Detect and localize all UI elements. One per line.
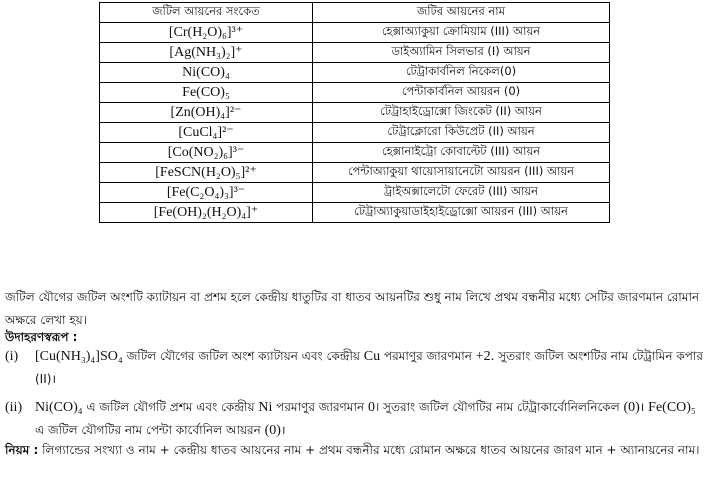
table-row bbox=[100, 143, 610, 163]
ion-name: পেন্টাঅ্যাকুয়া থায়োসায়ানেটো আয়রন (III) আয়ন bbox=[313, 163, 610, 183]
metal-symbol: Ni bbox=[258, 400, 273, 415]
example-body bbox=[35, 345, 705, 391]
ion-formula: [Zn(OH)₄]²⁻ bbox=[100, 103, 313, 123]
ion-formula: [FeSCN(H₂O)₅]²⁺ bbox=[100, 163, 313, 183]
example-item-1 bbox=[5, 345, 705, 395]
ion-formula: Fe(CO)₅ bbox=[100, 83, 313, 103]
metal-symbol: Cu bbox=[363, 349, 381, 364]
table-row bbox=[100, 123, 610, 143]
oxidation-state: +2 bbox=[475, 349, 491, 364]
example-text: . সুতরাং জটিল অংশটির নাম টেট্রামিন কপার (II)। bbox=[35, 349, 703, 386]
example-text: । bbox=[639, 400, 649, 414]
ion-name: টেট্রাহাইড্রোক্সো জিংকেট (II) আয়ন bbox=[313, 103, 610, 123]
ion-formula: [Fe(OH)₂(H₂O)₄]⁺ bbox=[100, 203, 313, 223]
example-number: (ii) bbox=[5, 400, 23, 415]
example-text: পরমাণুর জারণমান bbox=[272, 400, 368, 414]
oxidation-state: 0 bbox=[367, 400, 375, 415]
example-number: (i) bbox=[5, 349, 19, 364]
table-row bbox=[100, 63, 610, 83]
table-row bbox=[100, 203, 610, 223]
ion-name: টেট্রাকার্বনিল নিকেল(0) bbox=[313, 63, 610, 83]
table-row bbox=[100, 43, 610, 63]
table-header-row bbox=[100, 3, 610, 23]
compound-formula: Ni(CO)₄ bbox=[35, 400, 83, 415]
oxidation-state: (0) bbox=[623, 400, 640, 415]
explanation-paragraph: জটিল যৌগের জটিল অংশটি ক্যাটায়ন বা প্রশম হলে কেন্দ্রীয় ধাতুটির বা ধাতব আয়নটির শুধু নাম লিখে প্রথম বন্ধনীর মধ্যে সেটির জারণমান রোমান অক্ষরে লেখা হয়। bbox=[5, 290, 700, 327]
rule-label: নিয়ম : bbox=[5, 443, 39, 457]
table-row bbox=[100, 163, 610, 183]
example-text: পরমাণুর জারণমান bbox=[380, 349, 476, 363]
oxidation-state: (0) bbox=[264, 423, 281, 438]
ion-name: টেট্রাক্লোরো কিউপ্রেট (II) আয়ন bbox=[313, 123, 610, 143]
ion-formula: [Cr(H₂O)₆]³⁺ bbox=[100, 23, 313, 43]
example-text: । bbox=[280, 423, 286, 437]
ion-name: হেক্সাঅ্যাকুয়া ক্রোমিয়াম (III) আয়ন bbox=[313, 23, 610, 43]
ion-name: ডাইঅ্যামিন সিলভার (I) আয়ন bbox=[313, 43, 610, 63]
ion-name: টেট্রাঅ্যাকুয়াডাইহাইড্রোক্সো আয়রন (III) আয়ন bbox=[313, 203, 610, 223]
header-symbol: জটিল আয়নের সংকেত bbox=[100, 3, 313, 23]
ion-formula: [Fe(C₂O₄)₃]³⁻ bbox=[100, 183, 313, 203]
naming-rule bbox=[5, 439, 705, 462]
examples-title: উদাহরণস্বরূপ : bbox=[5, 330, 78, 344]
ion-formula: Ni(CO)₄ bbox=[100, 63, 313, 83]
compound-formula: Fe(CO)₅ bbox=[648, 400, 696, 415]
compound-formula: [Cu(NH₃)₄]SO₄ bbox=[35, 349, 123, 364]
table-row bbox=[100, 103, 610, 123]
table-row bbox=[100, 183, 610, 203]
example-text: এ জটিল যৌগটির নাম পেন্টা কার্বোনিল আয়রন bbox=[35, 423, 265, 437]
header-name: জটির আয়নের নাম bbox=[313, 3, 610, 23]
table-row bbox=[100, 23, 610, 43]
ion-formula: [CuCl₄]²⁻ bbox=[100, 123, 313, 143]
rule-text: লিগ্যান্ডের সংখ্যা ও নাম + কেন্দ্রীয় ধাতব আয়নের নাম + প্রথম বন্ধনীর মধ্যে রোমান অক্ষরে ধাতব আয়নের জারণ মান + অ্যানায়নের নাম। bbox=[38, 443, 700, 457]
table-row bbox=[100, 83, 610, 103]
ion-name: হেক্সানাইট্রো কোবাল্টেট (III) আয়ন bbox=[313, 143, 610, 163]
example-text: জটিল যৌগের জটিল অংশ ক্যাটায়ন এবং কেন্দ্রীয় bbox=[122, 349, 364, 363]
ion-name: ট্রাইঅক্সালেটো ফেরেট (III) আয়ন bbox=[313, 183, 610, 203]
ion-formula: [Co(NO₂)₆]³⁻ bbox=[100, 143, 313, 163]
example-body bbox=[35, 396, 705, 442]
example-item-2 bbox=[5, 396, 705, 444]
ion-name: পেন্টাকার্বনিল আয়রন (0) bbox=[313, 83, 610, 103]
ion-formula: [Ag(NH₃)₂]⁺ bbox=[100, 43, 313, 63]
example-text: এ জটিল যৌগটি প্রশম এবং কেন্দ্রীয় bbox=[82, 400, 259, 414]
complex-ion-table bbox=[99, 2, 610, 223]
example-text: । সুতরাং জটিল যৌগটির নাম টেট্রাকার্বোনিলনিকেল bbox=[374, 400, 624, 414]
